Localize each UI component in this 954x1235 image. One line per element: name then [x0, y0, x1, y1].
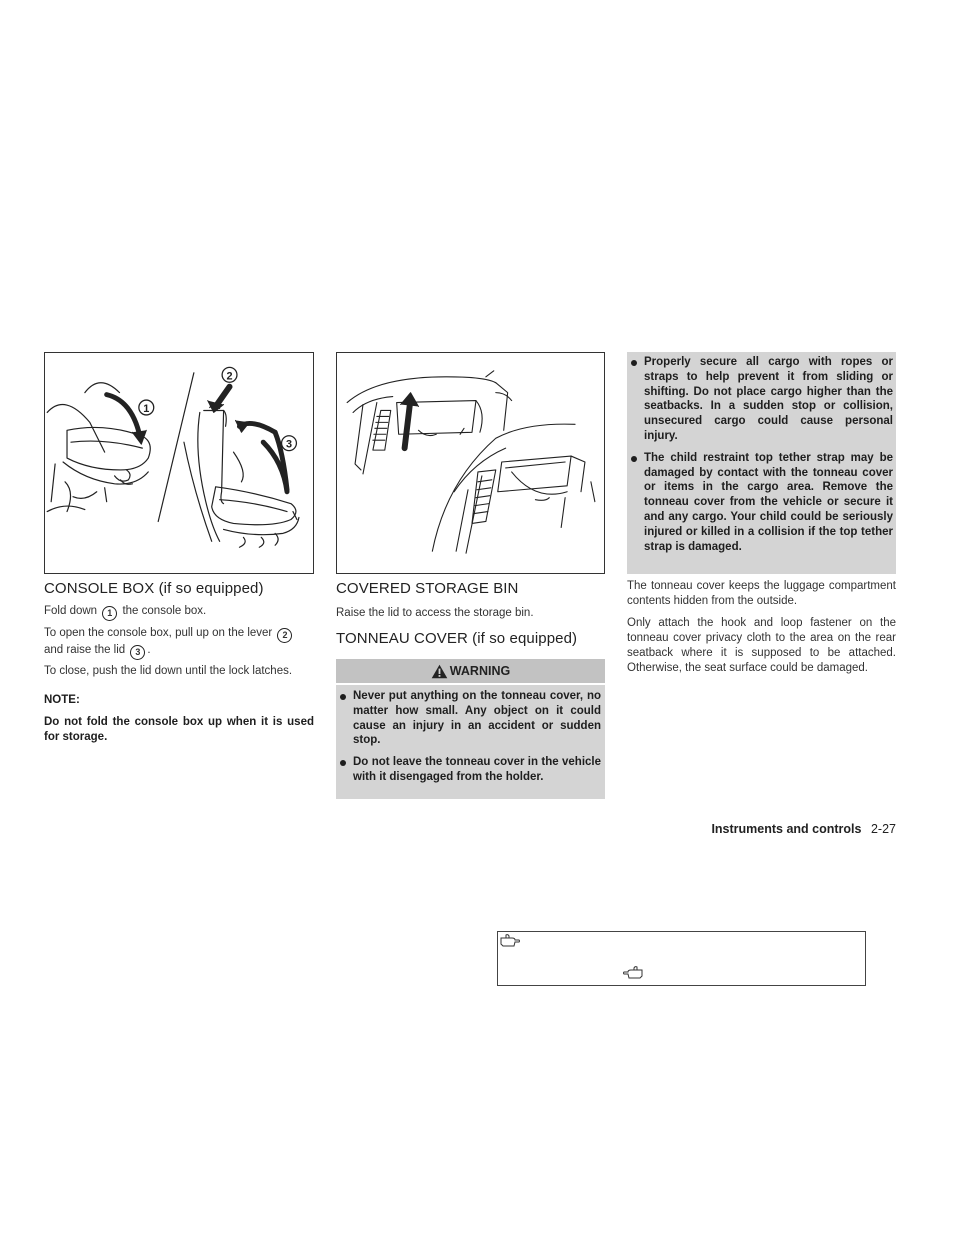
tonneau-cover-heading: TONNEAU COVER (if so equipped) [336, 630, 578, 647]
console-step-open [44, 626, 314, 660]
tonneau-purpose-text: The tonneau cover keeps the luggage compartment contents hidden from the outside. [627, 580, 896, 607]
footer-page-number: 2-27 [870, 822, 896, 836]
warning-bullet [336, 755, 601, 785]
note-text: Do not fold the console box up when it is used for storage. [44, 716, 314, 743]
bullet-icon [340, 760, 346, 766]
console-step-close: To close, push the lid down until the lock latches. [44, 665, 293, 677]
callout-ref-1: 1 [102, 606, 117, 621]
callout-ref-2: 2 [277, 628, 292, 643]
callout-ref-3: 3 [130, 645, 145, 660]
storage-bin-text: Raise the lid to access the storage bin. [336, 607, 534, 619]
fold-text-post: the console box. [122, 605, 207, 617]
open-text-mid: and raise the lid [44, 644, 126, 656]
tonneau-attach-text: Only attach the hook and loop fastener on the tonneau cover privacy cloth to the area on the rear seatback where it is supposed to be attached. Otherwise, the seat surface could be damaged. [627, 617, 896, 674]
warning-bullet-text: Properly secure all cargo with ropes or straps to help prevent it from sliding or shifting. Do not place cargo higher than the seatbacks. In a sudden stop or collision, unsecured cargo could cause personal injury. [644, 356, 893, 442]
warning-bullet-text: The child restraint top tether strap may be damaged by contact with the tonneau cover or items in the cargo area. Remove the tonneau cover from the vehicle or secure it and any cargo. Your child could be seriously injured or killed in a collision if the top tether strap is damaged. [644, 451, 893, 553]
note-label: NOTE: [44, 694, 80, 706]
warning-label: WARNING [449, 664, 511, 678]
bullet-icon [631, 456, 637, 462]
callout-1 [139, 400, 154, 415]
warning-bullet-text: Never put anything on the tonneau cover, no matter how small. Any object on it could cause an injury in an accident or sudden stop. [353, 690, 601, 747]
console-step-fold [44, 604, 314, 621]
svg-text:3: 3 [285, 438, 293, 451]
fold-text-pre: Fold down [44, 605, 98, 617]
storage-bin-illustration [337, 353, 604, 573]
callout-3 [282, 436, 297, 451]
pointing-hand-icon [623, 966, 643, 980]
pointing-hand-icon [500, 934, 520, 948]
page-footer [600, 822, 896, 836]
warning-bullet [627, 451, 893, 555]
console-box-illustration [45, 353, 313, 573]
warning-triangle-icon [431, 664, 448, 679]
open-text-pre: To open the console box, pull up on the lever [44, 627, 273, 639]
svg-text:1: 1 [143, 402, 150, 415]
bullet-icon [631, 360, 637, 366]
console-box-heading: CONSOLE BOX (if so equipped) [44, 580, 264, 597]
warning-box [336, 659, 605, 799]
reference-box [497, 931, 866, 986]
warning-header [336, 659, 605, 685]
warning-bullet [336, 689, 601, 748]
storage-bin-figure [336, 352, 605, 574]
warning-bullet-text: Do not leave the tonneau cover in the vehicle with it disengaged from the holder. [353, 756, 601, 783]
callout-2 [222, 367, 237, 382]
svg-text:2: 2 [226, 370, 233, 383]
footer-section-title: Instruments and controls [711, 822, 862, 836]
warning-bullet [627, 355, 893, 444]
warning-box-continued [627, 352, 896, 574]
storage-bin-heading: COVERED STORAGE BIN [336, 580, 519, 597]
open-text-post: . [147, 644, 151, 656]
bullet-icon [340, 694, 346, 700]
console-box-figure [44, 352, 314, 574]
